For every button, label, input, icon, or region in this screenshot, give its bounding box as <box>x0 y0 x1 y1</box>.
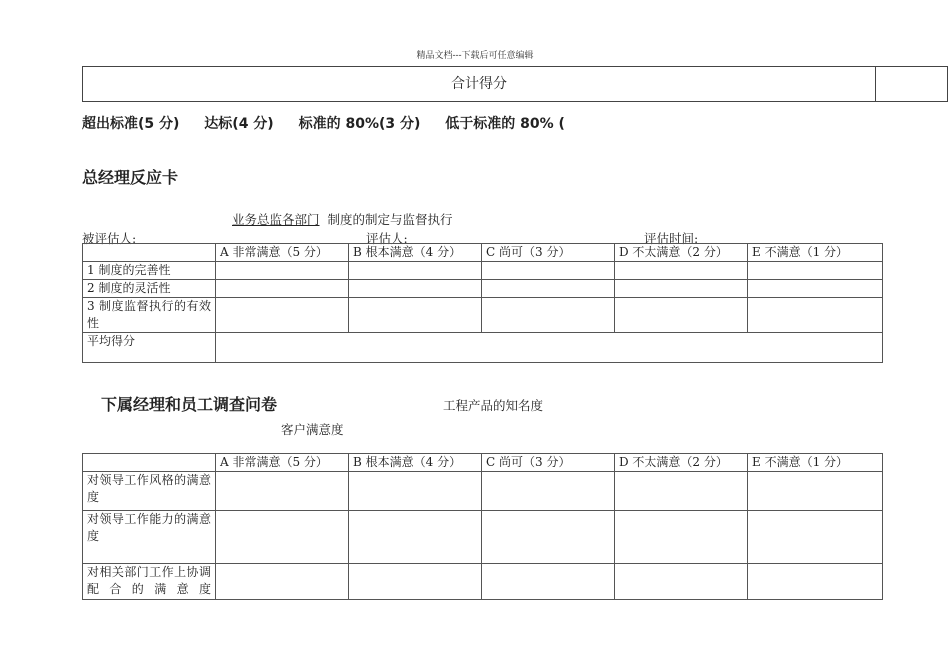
rating-header-a: A 非常满意（5 分） <box>216 454 349 472</box>
evaluator-label: 评估人: <box>366 231 408 246</box>
rating-cell[interactable] <box>615 280 748 298</box>
department-line <box>232 210 452 228</box>
criteria-below-80: 低于标准的 80% ( <box>445 116 565 132</box>
watermark: 精品文档---下载后可任意编辑 <box>416 51 534 61</box>
rating-cell[interactable] <box>482 511 615 564</box>
rating-cell[interactable] <box>615 472 748 511</box>
rating-cell[interactable] <box>349 262 482 280</box>
rating-header-e: E 不满意（1 分） <box>748 244 883 262</box>
table-row <box>83 262 883 280</box>
rating-header-c: C 尚可（3 分） <box>482 244 615 262</box>
row-label: 对领导工作风格的满意度 <box>83 472 216 511</box>
rating-cell[interactable] <box>615 564 748 600</box>
rating-cell[interactable] <box>748 262 883 280</box>
row-label: 1 制度的完善性 <box>83 262 216 280</box>
criteria-80: 标准的 80%(3 分) <box>298 116 421 132</box>
rating-header-d: D 不太满意（2 分） <box>615 454 748 472</box>
rating-cell[interactable] <box>216 472 349 511</box>
rating-cell[interactable] <box>349 298 482 333</box>
rating-header-a: A 非常满意（5 分） <box>216 244 349 262</box>
rating-cell[interactable] <box>216 298 349 333</box>
average-score-cell[interactable] <box>216 333 883 363</box>
rating-cell[interactable] <box>748 298 883 333</box>
rating-cell[interactable] <box>482 280 615 298</box>
average-row <box>83 333 883 363</box>
customer-satisfaction-label: 客户满意度 <box>281 422 344 437</box>
total-score-box <box>82 66 948 102</box>
rating-cell[interactable] <box>349 564 482 600</box>
rating-header-d: D 不太满意（2 分） <box>615 244 748 262</box>
rating-cell[interactable] <box>349 511 482 564</box>
manager-rating-table <box>82 243 883 363</box>
rating-cell[interactable] <box>748 564 883 600</box>
header-blank-cell <box>83 244 216 262</box>
rating-cell[interactable] <box>216 564 349 600</box>
rating-cell[interactable] <box>748 511 883 564</box>
rating-cell[interactable] <box>482 262 615 280</box>
header-blank-cell <box>83 454 216 472</box>
criteria-exceed: 超出标准(5 分) <box>82 116 180 132</box>
rating-cell[interactable] <box>216 262 349 280</box>
rating-header-e: E 不满意（1 分） <box>748 454 883 472</box>
rating-cell[interactable] <box>482 564 615 600</box>
survey-rating-table <box>82 453 883 600</box>
rating-header-b: B 根本满意（4 分） <box>349 244 482 262</box>
eval-time-label: 评估时间: <box>644 231 699 246</box>
table-row <box>83 564 883 600</box>
rating-cell[interactable] <box>615 262 748 280</box>
table-row <box>83 472 883 511</box>
table-row <box>83 298 883 333</box>
row-label: 2 制度的灵活性 <box>83 280 216 298</box>
scoring-criteria <box>82 113 585 133</box>
rating-cell[interactable] <box>748 472 883 511</box>
brand-awareness-label: 工程产品的知名度 <box>443 398 544 413</box>
survey-title: 下属经理和员工调查问卷 <box>101 395 278 414</box>
total-score-label: 合计得分 <box>83 67 876 101</box>
rating-cell[interactable] <box>748 280 883 298</box>
table-header-row <box>83 244 883 262</box>
rating-header-c: C 尚可（3 分） <box>482 454 615 472</box>
rating-cell[interactable] <box>482 472 615 511</box>
department-topic: 制度的制定与监督执行 <box>327 212 453 227</box>
rating-cell[interactable] <box>349 472 482 511</box>
row-label: 3 制度监督执行的有效性 <box>83 298 216 333</box>
average-score-label: 平均得分 <box>83 333 216 363</box>
rating-cell[interactable] <box>216 511 349 564</box>
table-row <box>83 511 883 564</box>
criteria-meet: 达标(4 分) <box>204 116 274 132</box>
rating-cell[interactable] <box>482 298 615 333</box>
rating-cell[interactable] <box>216 280 349 298</box>
department-name: 业务总监各部门 <box>232 212 320 227</box>
manager-card-title: 总经理反应卡 <box>82 168 179 187</box>
table-header-row <box>83 454 883 472</box>
rating-cell[interactable] <box>615 298 748 333</box>
table-row <box>83 280 883 298</box>
rating-header-b: B 根本满意（4 分） <box>349 454 482 472</box>
rating-cell[interactable] <box>615 511 748 564</box>
row-label: 对相关部门工作上协调配合的满意度 <box>83 564 216 600</box>
evaluatee-label: 被评估人: <box>82 231 137 246</box>
rating-cell[interactable] <box>349 280 482 298</box>
row-label: 对领导工作能力的满意度 <box>83 511 216 564</box>
